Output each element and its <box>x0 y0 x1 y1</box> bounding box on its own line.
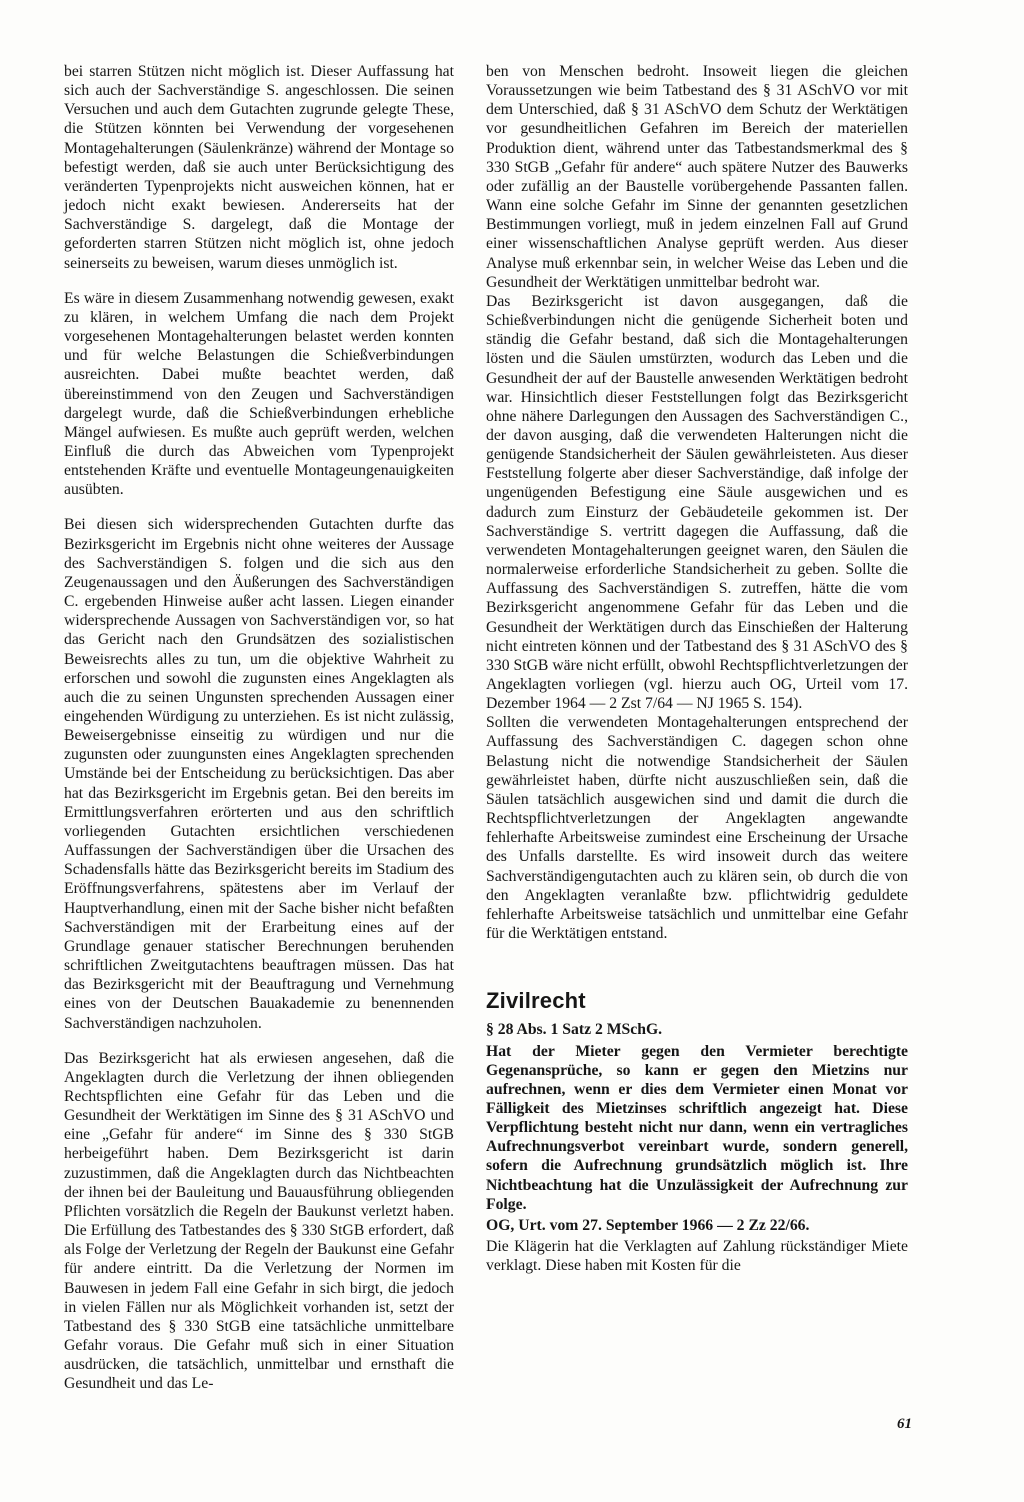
paragraph: Bei diesen sich widersprechenden Gutachten durfte das Bezirksgericht im Ergebnis nicht ohne weiteres der Aussage des Sachverständigen S. folgen und die sich aus den Zeugenaussagen und den Äußerungen des Sachverständigen C. ergebenden Hinweise außer acht lassen. Liegen einander widersprechende Aussagen von Sachverständigen vor, so hat das Gericht nach den Grundsätzen des sozialistischen Beweisrechts alles zu tun, um die objektive Wahrheit zu erforschen und sowohl die zugunsten eines Angeklagten als auch die zu seinen Ungunsten sprechenden Aussagen einer eingehenden Würdigung zu unterziehen. Es ist nicht zulässig, Beweisergebnisse einseitig zu würdigen und nur die zugunsten oder zuungunsten eines Angeklagten sprechenden Umstände bei der Entscheidung zu berücksichtigen. Das aber hat das Bezirksgericht im Ergebnis getan. Bei den bereits im Ermittlungsverfahren erörterten und aus den schriftlich vorliegenden Gutachten ersichtlichen verschiedenen Auffassungen der Sachverständigen über die Ursachen des Schadensfalls hätte das Bezirksgericht bereits im Stadium des Eröffnungsverfahrens, spätestens aber im Verlauf der Hauptverhandlung, einen mit der Sache bisher nicht befaßten Sachverständigen mit der Erarbeitung eines auf der Grundlage genauer statischer Berechnungen beruhenden schriftlichen Zweitgutachtens beauftragen müssen. Das hat das Bezirksgericht mit der Beauftragung und Vernehmung eines von der Deutschen Bauakademie zu benennenden Sachverständigen nachzuholen. <box>64 516 454 1032</box>
case-reference: OG, Urt. vom 27. September 1966 — 2 Zz 22/66. <box>486 1216 810 1234</box>
paragraph: Das Bezirksgericht hat als erwiesen angesehen, daß die Angeklagten durch die Verletzung der ihnen obliegenden Rechtspflichten eine Gefahr für das Leben und die Gesundheit der Werktätigen im Sinne des § 31 ASchVO und eine „Gefahr für andere“ im Sinne des § 330 StGB herbeigeführt haben. Dem Bezirksgericht ist darin zuzustimmen, daß die Angeklagten durch das Nichtbeachten der ihnen bei der Bauleitung und Bauausführung obliegenden Pflichten vorsätzlich die Regeln der Baukunst verletzt haben. Die Erfüllung des Tatbestandes des § 330 StGB erfordert, daß als Folge der Verletzung der Regeln der Baukunst eine Gefahr für andere eintritt. Da die Verletzung der Normen im Bauwesen in jedem Fall eine Gefahr in sich birgt, die jedoch in vielen Fällen nur als Möglichkeit vorhanden ist, setzt der Tatbestand des § 330 StGB eine tatsächliche unmittelbare Gefahr voraus. Die Gefahr muß sich in einer Situation ausdrücken, die tatsächlich, unmittelbar und ernsthaft die Gesundheit und das Le- <box>64 1049 454 1393</box>
paragraph: Das Bezirksgericht ist davon ausgegangen, daß die Schießverbindungen nicht die genügende Sicherheit boten und ständig die Gefahr bestand, daß sich die Montagehalterungen lösten und die Säulen umstürzten, wodurch das Leben und die Gesundheit der auf der Baustelle anwesenden Werktätigen bedroht war. Hinsichtlich dieser Feststellungen folgt das Bezirksgericht ohne nähere Darlegungen den Aussagen des Sachverständigen C., der davon ausging, daß die verwendeten Halterungen nicht die genügende Standsicherheit der Säulen gewährleisteten. Aus dieser Feststellung folgerte aber dieser Sachverständige, daß infolge der ungenügenden Befestigung eine Säule ausgewichen und es dadurch zum Einsturz der Gebäudeteile gekommen ist. Der Sachverständige S. vertritt dagegen die Auffassung, daß die verwendeten Montagehalterungen geeignet waren, den Säulen die normalerweise erforderliche Standsicherheit zu geben. Sollte die Auffassung des Sachverständigen S. zutreffen, hätte die vom Bezirksgericht angenommene Gefahr für das Leben und die Gesundheit der Werktätigen durch das Einschießen der Halterung nicht eintreten können und der Tatbestand des § 31 ASchVO des § 330 StGB wäre nicht erfüllt, obwohl Rechtspflichtverletzungen der Angeklagten vorliegen (vgl. hierzu auch OG, Urteil vom 17. Dezember 1964 — 2 Zst 7/64 — NJ 1965 S. 154). <box>486 292 908 713</box>
page-number: 61 <box>897 1416 912 1432</box>
paragraph: Es wäre in diesem Zusammenhang notwendig gewesen, exakt zu klären, in welchem Umfang die nach dem Projekt vorgesehenen Montagehalterungen belastet werden konnten und für welche Belastungen die Schießverbindungen ausreichten. Dabei mußte beachtet werden, daß übereinstimmend von den Zeugen und Sachverständigen dargelegt wurde, daß die Schießverbindungen erhebliche Mängel aufwiesen. Es mußte auch geprüft werden, welchen Einfluß die durch das Abweichen vom Typenprojekt entstehenden Kräfte und eventuelle Montageungenauigkeiten ausübten. <box>64 289 454 499</box>
section-heading: Zivilrecht <box>486 988 586 1014</box>
headnote: Hat der Mieter gegen den Vermieter berechtigte Gegenansprüche, so kann er gegen den Mietzins nur aufrechnen, wenn er dies dem Vermieter einen Monat vor Fälligkeit des Mietzinses schriftlich angezeigt hat. Diese Verpflichtung besteht nicht nur dann, wenn ein vertragliches Aufrechnungsverbot vereinbart wurde, sondern generell, sofern die Aufrechnung grundsätzlich möglich ist. Ihre Nichtbeachtung hat die Unzulässigkeit der Aufrechnung zur Folge. <box>486 1042 908 1213</box>
paragraph: Sollten die verwendeten Montagehalterungen entsprechend der Auffassung des Sachverständigen C. dagegen schon ohne Belastung nicht die notwendige Standsicherheit der Säulen gewährleistet haben, dürfte nicht auszuschließen sein, daß die Säulen tatsächlich ausgewichen sind und damit die durch die Rechtspflichtverletzungen der Angeklagten angewandte fehlerhafte Arbeitsweise zumindest eine Erscheinung der Ursache des Unfalls darstellte. Es wird insoweit durch das weitere Sachverständigengutachten auch zu klären sein, ob durch die von den Angeklagten veranlaßte bzw. pflichtwidrig geduldete fehlerhafte Arbeitsweise tatsächlich und unmittelbar eine Gefahr für die Werktätigen entstand. <box>486 714 908 943</box>
paragraph: Die Klägerin hat die Verklagten auf Zahlung rückständiger Miete verklagt. Diese haben mit Kosten für die <box>486 1238 908 1275</box>
right-column <box>486 62 908 1275</box>
paragraph: ben von Menschen bedroht. Insoweit liegen die gleichen Voraussetzungen wie beim Tatbestand des § 31 ASchVO vor mit dem Unterschied, daß § 31 ASchVO dem Schutz der Werktätigen vor gesundheitlichen Gefahren im Bereich der materiellen Produktion dient, während unter das Tatbestandsmerkmal des § 330 StGB „Gefahr für andere“ auch spätere Nutzer des Bauwerks oder zufällig an der Baustelle vorübergehende Passanten fallen. Wann eine solche Gefahr im Sinne der genannten gesetzlichen Bestimmungen vorliegt, muß in jedem einzelnen Fall auf Grund einer wissenschaftlichen Analyse geprüft werden. Aus dieser Analyse muß erkennbar sein, in welcher Weise das Leben und die Gesundheit der Werktätigen unmittelbar bedroht war. <box>486 63 908 291</box>
legal-reference: § 28 Abs. 1 Satz 2 MSchG. <box>486 1021 663 1039</box>
paragraph: bei starren Stützen nicht möglich ist. Dieser Auffassung hat sich auch der Sachverständige S. angeschlossen. Die seinen Versuchen und auch dem Gutachten zugrunde gelegte These, die Stützen könnten bei Verwendung der vorgesehenen Montagehalterungen (Säulenkränze) während der Montage so befestigt werden, daß sie auch unter Berücksichtigung des veränderten Typenprojekts nicht ausweichen können, hat er jedoch nicht exakt bewiesen. Andererseits hat der Sachverständige S. dargelegt, daß die Montage der geforderten starren Stützen nicht möglich ist, ohne jedoch seinerseits zu beweisen, warum dieses unmöglich ist. <box>64 63 454 272</box>
left-column <box>64 62 454 1409</box>
